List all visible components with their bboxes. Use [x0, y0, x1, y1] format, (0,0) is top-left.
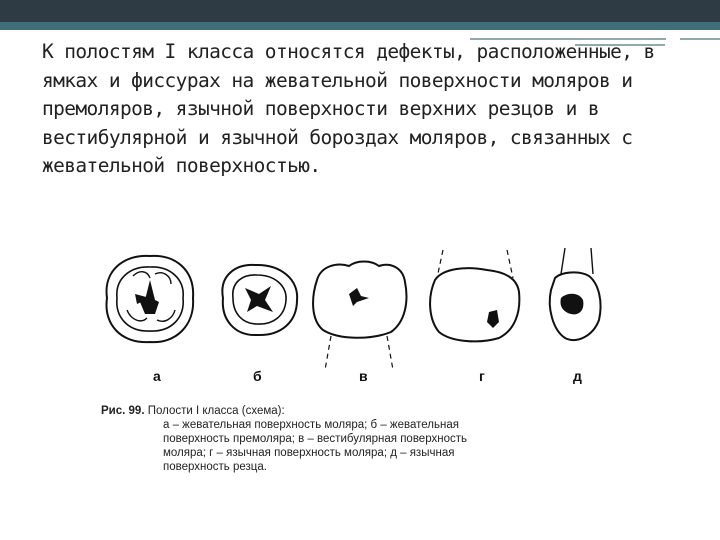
figure-letter-b: б	[253, 368, 262, 384]
decorative-rule	[680, 38, 720, 40]
figure-letter-d: д	[573, 368, 582, 384]
slide-header-bar	[0, 0, 720, 22]
figure-caption-line: Полости I класса (схема):	[147, 405, 285, 417]
molar-vestibular-drawing	[313, 262, 406, 371]
molar-occlusal-drawing	[106, 256, 193, 342]
molar-lingual-drawing	[430, 250, 519, 341]
figure-caption-line: а – жевательная поверхность моляра; б – жевательная	[163, 419, 459, 431]
figure-caption-line: моляра; г – язычная поверхность моляра; д – язычная	[163, 447, 455, 459]
teeth-illustration	[95, 240, 615, 400]
figure-caption-line: поверхность премоляра; в – вестибулярная поверхность	[163, 433, 467, 445]
premolar-occlusal-drawing	[222, 265, 297, 335]
figure-caption-line: поверхность резца.	[163, 461, 267, 473]
figure-caption	[101, 404, 561, 474]
figure-letter-g: г	[479, 368, 485, 384]
cavity-figure	[95, 240, 615, 480]
slide-header-accent	[0, 22, 720, 30]
incisor-lingual-drawing	[550, 248, 601, 340]
figure-letter-a: а	[153, 368, 161, 384]
figure-caption-title: Рис. 99.	[101, 405, 145, 417]
slide-body-text: К полостям I класса относятся дефекты, расположенные, в ямках и фиссурах на жевательной поверхности моляров и премоляров, язычной поверхности верхних резцов и в вестибулярной и язычной бороздах моляров, связанных с жевательной поверхностью.	[42, 40, 655, 177]
figure-letter-v: в	[359, 368, 368, 384]
